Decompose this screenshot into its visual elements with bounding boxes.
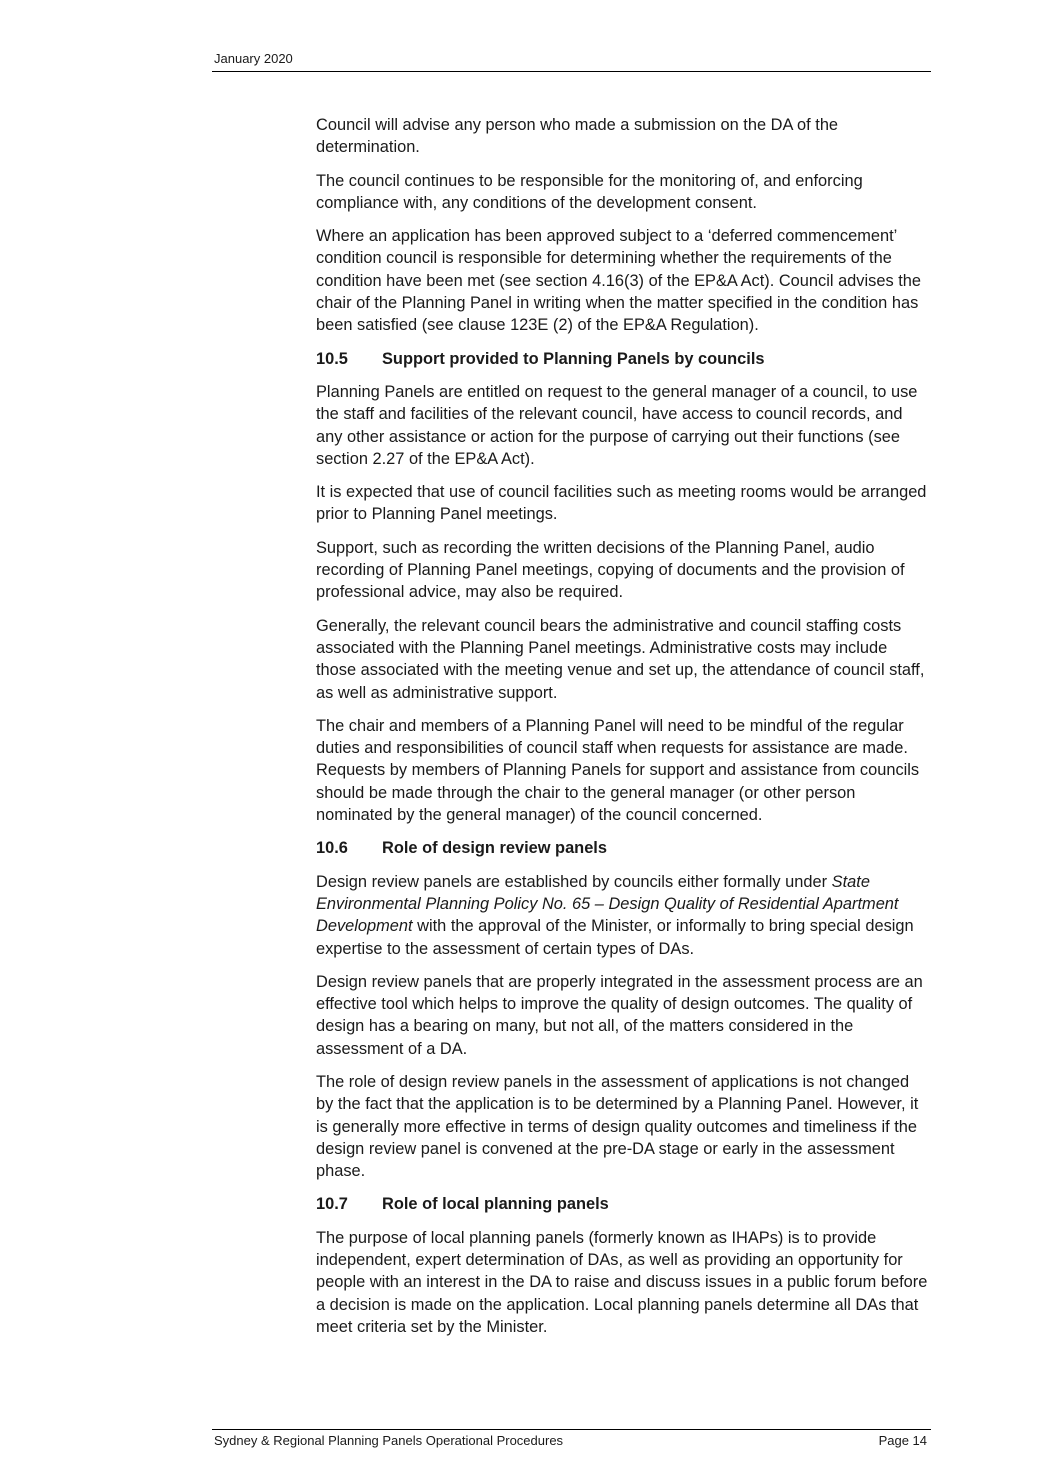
paragraph: It is expected that use of council facilities such as meeting rooms would be arranged prior to Planning Panel meetings. xyxy=(316,483,927,524)
section-number: 10.6 xyxy=(316,839,348,858)
section-number: 10.5 xyxy=(316,349,348,368)
text-run: with the approval of the Minister, or informally to bring special design expertise to the assessment of certain types of DAs. xyxy=(316,917,914,958)
section-title: Support provided to Planning Panels by councils xyxy=(382,349,765,368)
page-header xyxy=(214,50,931,68)
paragraph xyxy=(316,871,930,960)
page-number: Page 14 xyxy=(878,1433,927,1448)
section-heading-10-7 xyxy=(316,1193,930,1215)
text-run: Design review panels are established by councils either formally under xyxy=(316,872,832,891)
paragraph: The role of design review panels in the assessment of applications is not changed by the fact that the application is to be determined by a Planning Panel. However, it is generally more effective in terms of design quality outcomes and timeliness if the design review panel is convened at the pre-DA stage or early in the assessment phase. xyxy=(316,1072,919,1181)
paragraph: The purpose of local planning panels (formerly known as IHAPs) is to provide independent, expert determination of DAs, as well as providing an opportunity for people with an interest in the DA to raise and discuss issues in a public forum before a decision is made on the application. Local planning panels determine all DAs that meet criteria set by the Minister. xyxy=(316,1228,928,1336)
paragraph: Where an application has been approved subject to a ‘deferred commencement’ condition council is responsible for determining whether the requirements of the condition have been met (see section 4.16(3) of the EP&A Act). Council advises the chair of the Planning Panel in writing when the matter specified in the condition has been satisfied (see clause 123E (2) of the EP&A Regulation). xyxy=(316,227,921,335)
document-body xyxy=(316,114,930,1349)
section-title: Role of local planning panels xyxy=(382,1195,609,1214)
header-divider xyxy=(212,71,931,72)
footer-divider xyxy=(212,1429,931,1430)
paragraph: Support, such as recording the written decisions of the Planning Panel, audio recording of Planning Panel meetings, copying of documents and the provision of professional advice, may also be required. xyxy=(316,538,905,602)
footer-title: Sydney & Regional Planning Panels Operational Procedures xyxy=(214,1433,564,1448)
section-number: 10.7 xyxy=(316,1195,348,1214)
header-date: January 2020 xyxy=(214,51,293,66)
page-footer xyxy=(214,1432,931,1450)
section-heading-10-5 xyxy=(316,348,930,370)
paragraph: Planning Panels are entitled on request to the general manager of a council, to use the staff and facilities of the relevant council, have access to council records, and any other assistance or action for the purpose of carrying out their functions (see section 2.27 of the EP&A Act). xyxy=(316,382,918,468)
section-heading-10-6 xyxy=(316,837,930,859)
paragraph: Design review panels that are properly integrated in the assessment process are an effective tool which helps to improve the quality of design outcomes. The quality of design has a bearing on many, but not all, of the matters considered in the assessment of a DA. xyxy=(316,972,923,1058)
paragraph: The chair and members of a Planning Panel will need to be mindful of the regular duties and responsibilities of council staff when requests for assistance are made. Requests by members of Planning Panels for support and assistance from councils should be made through the chair to the general manager (or other person nominated by the general manager) of the council concerned. xyxy=(316,716,920,825)
paragraph: The council continues to be responsible for the monitoring of, and enforcing compliance with, any conditions of the development consent. xyxy=(316,171,863,212)
paragraph: Generally, the relevant council bears the administrative and council staffing costs associated with the Planning Panel meetings. Administrative costs may include those associated with the meeting venue and set up, the attendance of council staff, as well as administrative support. xyxy=(316,616,925,702)
section-title: Role of design review panels xyxy=(382,839,607,858)
policy-title: State Environmental Planning Policy No. 65 – Design Quality of Residential Apartment Development xyxy=(316,872,899,936)
paragraph: Council will advise any person who made a submission on the DA of the determination. xyxy=(316,116,839,157)
